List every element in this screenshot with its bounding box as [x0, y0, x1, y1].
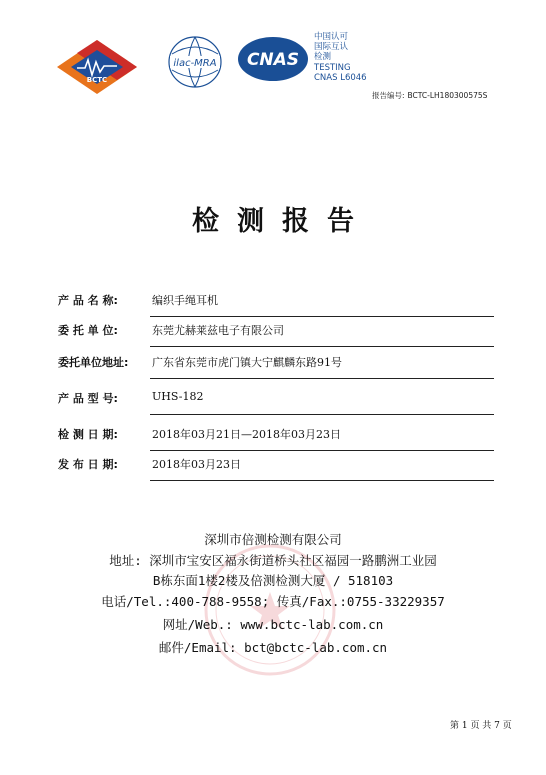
report-number-value: BCTC-LH180300575S [407, 91, 488, 100]
footer-address-2: B栋东面1楼2楼及倍测检测大厦 / 518103 [152, 573, 394, 588]
report-number-label: 报告编号: [372, 91, 405, 100]
field-issue-date [58, 451, 494, 481]
footer-address-1: 地址: 深圳市宝安区福永街道桥头社区福园一路鹏洲工业园 [109, 553, 437, 568]
footer-phone: 电话/Tel.:400-788-9558; 传真/Fax.:0755-33229357 [101, 594, 445, 609]
cnas-logo [236, 35, 310, 83]
field-value: 东莞尤赫莱兹电子有限公司 [152, 324, 284, 337]
cnas-line: TESTING [314, 62, 351, 73]
field-test-date [58, 421, 494, 451]
cnas-line: CNAS L6046 [314, 72, 367, 83]
field-model [58, 385, 494, 415]
svg-text:CNAS: CNAS [246, 50, 300, 70]
field-label: 产 品 名 称: [58, 294, 118, 307]
field-value: UHS-182 [152, 390, 204, 403]
field-label: 委托单位地址: [58, 356, 129, 369]
field-client [58, 317, 494, 347]
field-product-name [58, 287, 494, 317]
ilac-mra-logo [164, 32, 226, 92]
field-label: 产 品 型 号: [58, 392, 118, 405]
bctc-logo [55, 38, 139, 96]
svg-text:ilac-MRA: ilac-MRA [173, 58, 217, 69]
footer-web: 网址/Web.: www.bctc-lab.com.cn [162, 617, 384, 632]
field-value: 编织手绳耳机 [152, 294, 218, 307]
field-underline [150, 480, 494, 482]
field-value: 2018年03月21日—2018年03月23日 [152, 428, 341, 441]
cnas-line: 中国认可 [314, 32, 349, 42]
field-underline [150, 414, 494, 416]
field-label: 委 托 单 位: [58, 324, 118, 337]
field-underline [150, 378, 494, 380]
field-label: 发 布 日 期: [58, 458, 118, 471]
report-number [372, 90, 487, 101]
footer-company: 深圳市倍测检测有限公司 [204, 532, 342, 547]
cnas-accreditation-text [314, 32, 367, 83]
field-value: 2018年03月23日 [152, 458, 241, 471]
svg-text:BCTC: BCTC [86, 76, 108, 84]
page-number: 第 1 页 共 7 页 [450, 721, 512, 731]
report-title: 检测报告 [192, 206, 372, 237]
cnas-line: 检测 [314, 52, 332, 63]
field-value: 广东省东莞市虎门镇大宁麒麟东路91号 [152, 356, 342, 369]
field-client-address [58, 349, 494, 379]
footer-email: 邮件/Email: bct@bctc-lab.com.cn [158, 640, 388, 655]
field-label: 检 测 日 期: [58, 428, 118, 441]
cnas-line: 国际互认 [314, 42, 349, 53]
field-underline [150, 346, 494, 348]
